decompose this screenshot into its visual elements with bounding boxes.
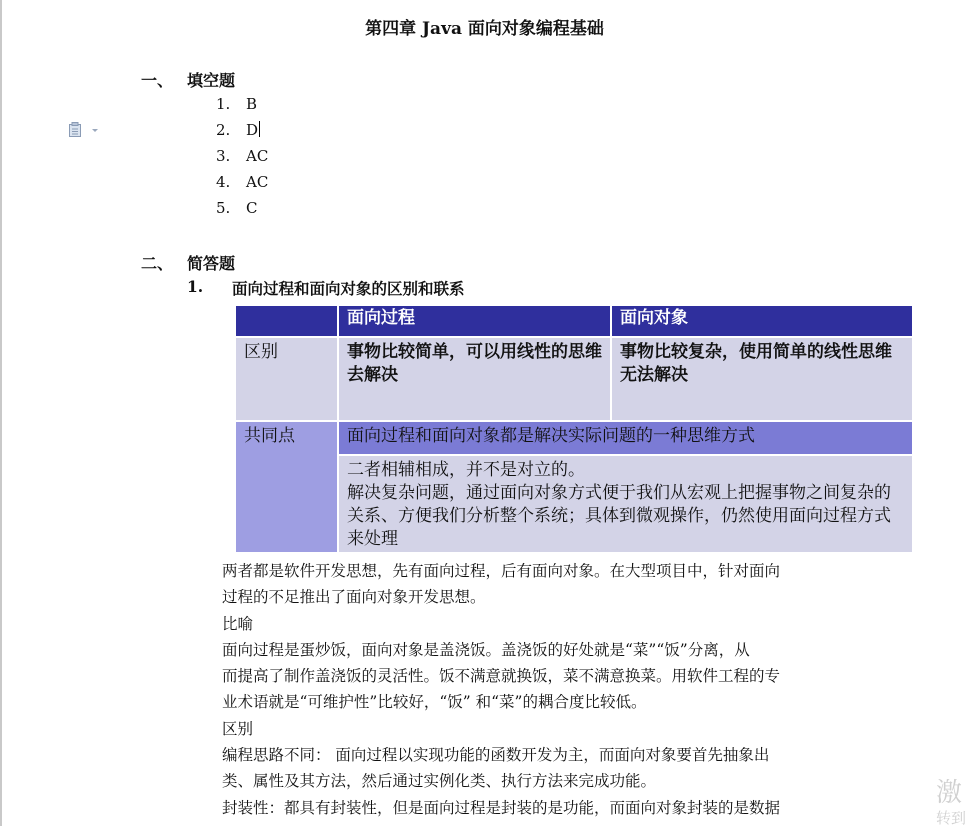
question-text: 面向过程和面向对象的区别和联系 [232, 279, 465, 298]
body-line: 编程思路不同： 面向过程以实现功能的函数开发为主，而面向对象要首先抽象出 [222, 746, 770, 765]
row-label-common: 共同点 [236, 422, 337, 552]
table-header-oo: 面向对象 [610, 306, 912, 336]
answer-number: 5. [216, 199, 231, 217]
body-line: 面向过程是蛋炒饭，面向对象是盖浇饭。盖浇饭的好处就是“菜”“饭”分离，从 [222, 640, 750, 659]
answer-value-with-cursor[interactable] [246, 121, 260, 139]
body-line: 两者都是软件开发思想，先有面向过程，后有面向对象。在大型项目中，针对面向 [222, 562, 781, 580]
answer-value: C [246, 199, 258, 217]
answer-number: 3. [216, 147, 231, 165]
body-line: 区别 [222, 719, 254, 738]
body-line: 封装性：都具有封装性，但是面向过程是封装的是功能，而面向对象封装的是数据 [222, 798, 781, 817]
paste-options-icon[interactable] [68, 122, 98, 138]
activation-watermark [936, 778, 966, 828]
question-number: 1. [187, 277, 204, 296]
cell-common-1: 面向过程和面向对象都是解决实际问题的一种思维方式 [337, 422, 912, 454]
section-title: 简答题 [187, 254, 236, 273]
answer-number: 4. [216, 173, 231, 191]
cell-diff-oo: 事物比较复杂，使用简单的线性思维无法解决 [610, 338, 912, 420]
answer-value: AC [246, 173, 269, 191]
watermark-line-1: 激 [936, 778, 963, 808]
text-cursor [259, 121, 260, 137]
body-line: 类、属性及其方法，然后通过实例化类、执行方法来完成功能。 [222, 772, 657, 791]
section-number: 二、 [141, 254, 174, 273]
answer-value: D [246, 121, 259, 139]
row-label-difference: 区别 [236, 338, 337, 420]
section-title: 填空题 [187, 71, 236, 90]
document-title: 第四章 Java 面向对象编程基础 [365, 19, 604, 39]
body-text [222, 558, 852, 821]
body-line: 比喻 [222, 614, 254, 633]
table-header-procedural: 面向过程 [337, 306, 610, 336]
table-header-blank [236, 306, 337, 336]
watermark-line-2: 转到 [936, 809, 967, 827]
answer-value: B [246, 95, 258, 113]
cell-diff-procedural: 事物比较简单，可以用线性的思维去解决 [337, 338, 610, 420]
answer-value: AC [246, 147, 269, 165]
answer-number: 1. [216, 95, 231, 113]
answer-number: 2. [216, 121, 231, 139]
body-line: 过程的不足推出了面向对象开发思想。 [222, 588, 486, 607]
body-line: 而提高了制作盖浇饭的灵活性。饭不满意就换饭，菜不满意换菜。用软件工程的专 [222, 667, 781, 686]
cell-common-2: 二者相辅相成，并不是对立的。 解决复杂问题，通过面向对象方式便于我们从宏观上把握事物之间复杂的关系、方便我们分析整个系统；具体到微观操作，仍然使用面向过程方式来处理 [337, 456, 912, 552]
page-left-edge [0, 0, 2, 826]
comparison-table [236, 306, 912, 552]
body-line: 业术语就是“可维护性”比较好，“饭” 和“菜”的耦合度比较低。 [222, 693, 647, 712]
section-number: 一、 [141, 71, 174, 90]
